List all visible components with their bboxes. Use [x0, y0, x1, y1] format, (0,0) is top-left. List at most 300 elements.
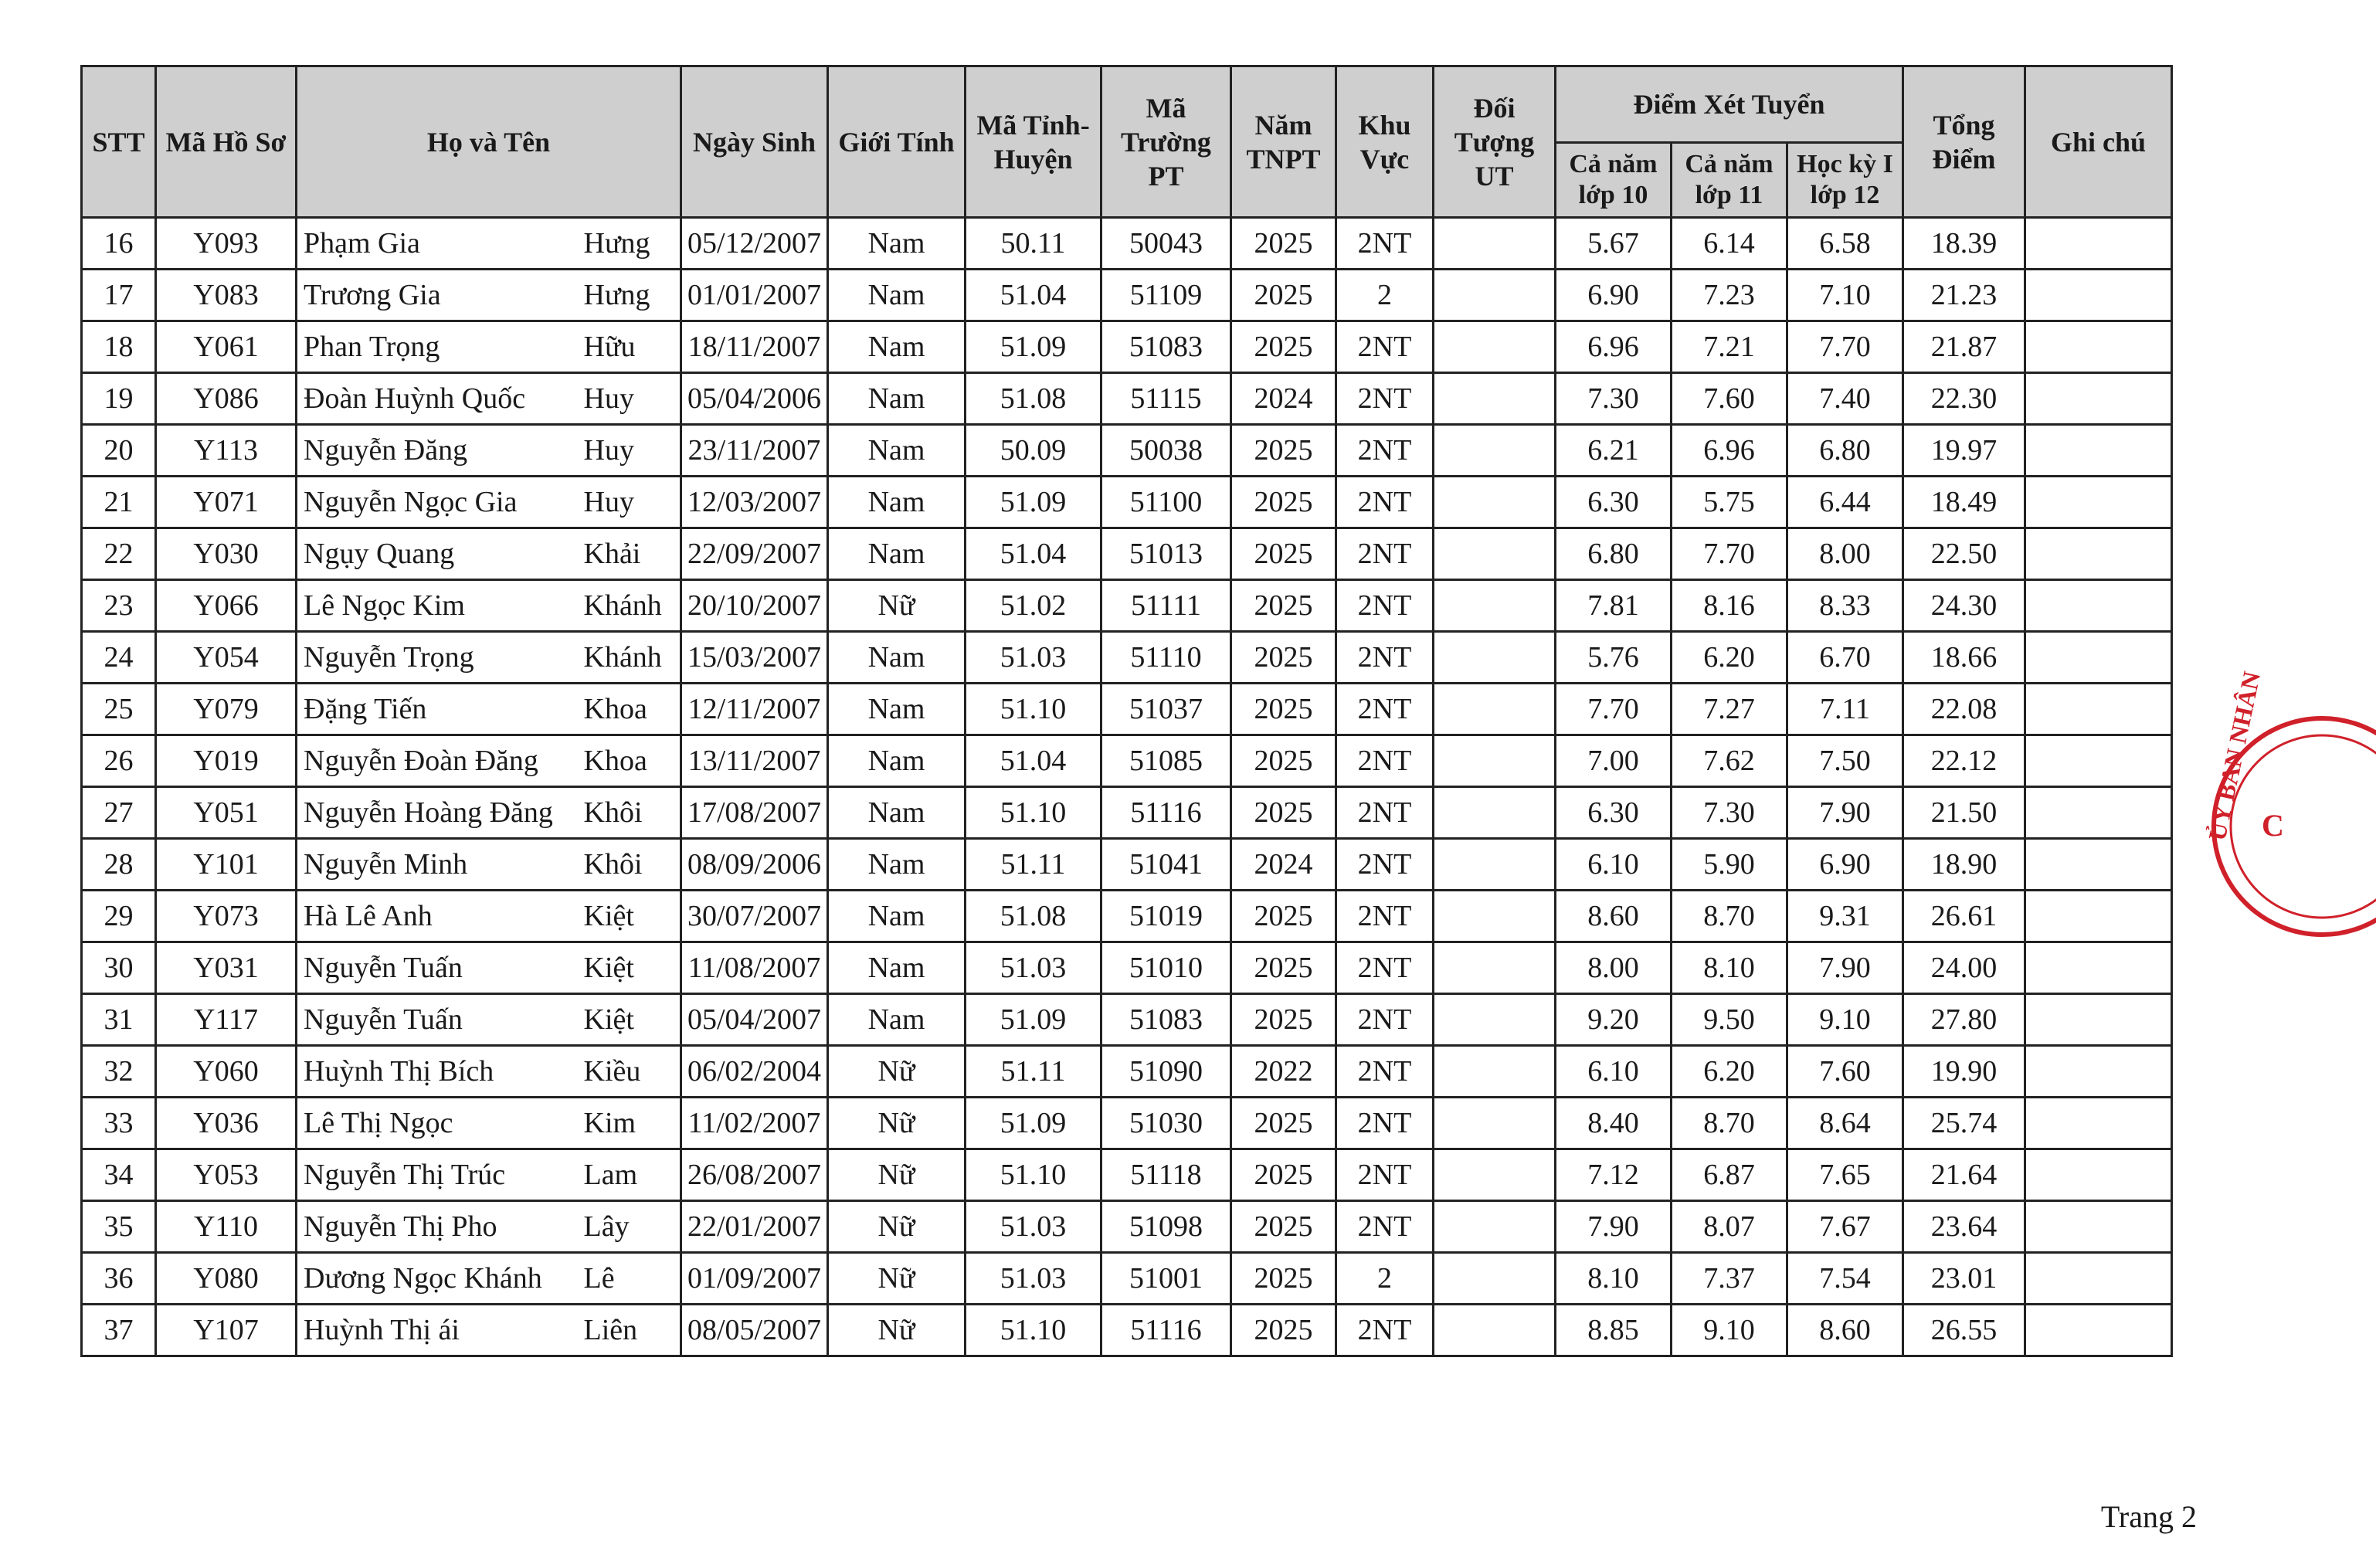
cell-ngay-sinh: 11/08/2007 [681, 942, 828, 994]
svg-text:C: C [2262, 808, 2284, 843]
cell-tong-diem: 22.12 [1903, 735, 2025, 787]
cell-ca-nam-lop-11: 5.75 [1672, 477, 1787, 528]
cell-ghi-chu [2025, 1098, 2172, 1149]
table-row [82, 270, 2172, 321]
cell-nam-tnpt: 2025 [1231, 632, 1336, 684]
cell-ma-truong-pt: 51110 [1101, 632, 1231, 684]
cell-ma-truong-pt: 51090 [1101, 1046, 1231, 1098]
cell-hoc-ky-1-lop-12: 7.40 [1787, 373, 1903, 425]
cell-ma-tinh-huyen: 50.11 [966, 218, 1101, 270]
cell-doi-tuong-ut [1434, 218, 1556, 270]
cell-stt: 26 [82, 735, 156, 787]
col-ho-va-ten: Họ và Tên [297, 66, 681, 218]
cell-nam-tnpt: 2025 [1231, 477, 1336, 528]
table-row [82, 632, 2172, 684]
cell-ngay-sinh: 05/12/2007 [681, 218, 828, 270]
cell-ghi-chu [2025, 1305, 2172, 1356]
cell-gioi-tinh: Nam [828, 373, 966, 425]
table-row [82, 1201, 2172, 1253]
cell-ca-nam-lop-10: 7.30 [1556, 373, 1672, 425]
cell-ho-dem: Lê Thị Ngọc [297, 1098, 582, 1149]
cell-doi-tuong-ut [1434, 1201, 1556, 1253]
cell-ngay-sinh: 22/01/2007 [681, 1201, 828, 1253]
cell-ca-nam-lop-10: 9.20 [1556, 994, 1672, 1046]
cell-stt: 20 [82, 425, 156, 477]
cell-ten: Kim [582, 1098, 681, 1149]
cell-stt: 27 [82, 787, 156, 839]
cell-ngay-sinh: 18/11/2007 [681, 321, 828, 373]
cell-doi-tuong-ut [1434, 321, 1556, 373]
cell-ma-tinh-huyen: 51.08 [966, 891, 1101, 942]
cell-khu-vuc: 2NT [1336, 1046, 1434, 1098]
cell-ten: Lam [582, 1149, 681, 1201]
cell-ma-truong-pt: 51109 [1101, 270, 1231, 321]
table-row [82, 787, 2172, 839]
cell-ma-tinh-huyen: 51.09 [966, 477, 1101, 528]
cell-stt: 23 [82, 580, 156, 632]
cell-tong-diem: 27.80 [1903, 994, 2025, 1046]
cell-nam-tnpt: 2024 [1231, 839, 1336, 891]
cell-ma-ho-so: Y071 [156, 477, 297, 528]
cell-ghi-chu [2025, 528, 2172, 580]
cell-nam-tnpt: 2025 [1231, 218, 1336, 270]
cell-ho-dem: Nguyễn Tuấn [297, 942, 582, 994]
cell-ghi-chu [2025, 632, 2172, 684]
cell-doi-tuong-ut [1434, 735, 1556, 787]
cell-hoc-ky-1-lop-12: 7.90 [1787, 787, 1903, 839]
col-khu-vuc: Khu Vực [1336, 66, 1434, 218]
cell-ma-truong-pt: 51041 [1101, 839, 1231, 891]
cell-ca-nam-lop-11: 9.10 [1672, 1305, 1787, 1356]
cell-hoc-ky-1-lop-12: 7.65 [1787, 1149, 1903, 1201]
cell-ma-ho-so: Y036 [156, 1098, 297, 1149]
cell-nam-tnpt: 2025 [1231, 1253, 1336, 1305]
cell-ca-nam-lop-10: 8.00 [1556, 942, 1672, 994]
cell-nam-tnpt: 2025 [1231, 528, 1336, 580]
cell-stt: 30 [82, 942, 156, 994]
cell-doi-tuong-ut [1434, 1149, 1556, 1201]
cell-tong-diem: 22.30 [1903, 373, 2025, 425]
table-row [82, 528, 2172, 580]
cell-tong-diem: 18.66 [1903, 632, 2025, 684]
cell-ngay-sinh: 12/11/2007 [681, 684, 828, 735]
cell-ghi-chu [2025, 787, 2172, 839]
cell-ngay-sinh: 06/02/2004 [681, 1046, 828, 1098]
cell-ma-ho-so: Y031 [156, 942, 297, 994]
cell-ma-tinh-huyen: 51.09 [966, 994, 1101, 1046]
cell-doi-tuong-ut [1434, 580, 1556, 632]
cell-ghi-chu [2025, 425, 2172, 477]
cell-hoc-ky-1-lop-12: 6.44 [1787, 477, 1903, 528]
cell-hoc-ky-1-lop-12: 9.31 [1787, 891, 1903, 942]
cell-ma-tinh-huyen: 51.04 [966, 735, 1101, 787]
cell-ca-nam-lop-11: 7.30 [1672, 787, 1787, 839]
cell-hoc-ky-1-lop-12: 6.90 [1787, 839, 1903, 891]
cell-doi-tuong-ut [1434, 787, 1556, 839]
cell-gioi-tinh: Nam [828, 735, 966, 787]
cell-ma-truong-pt: 51115 [1101, 373, 1231, 425]
cell-ca-nam-lop-10: 6.80 [1556, 528, 1672, 580]
cell-ma-truong-pt: 51085 [1101, 735, 1231, 787]
cell-ho-dem: Nguyễn Trọng [297, 632, 582, 684]
cell-ngay-sinh: 05/04/2006 [681, 373, 828, 425]
cell-khu-vuc: 2NT [1336, 839, 1434, 891]
cell-ten: Khánh [582, 580, 681, 632]
cell-doi-tuong-ut [1434, 994, 1556, 1046]
cell-doi-tuong-ut [1434, 477, 1556, 528]
cell-khu-vuc: 2NT [1336, 787, 1434, 839]
table-row [82, 580, 2172, 632]
cell-ho-dem: Nguyễn Ngọc Gia [297, 477, 582, 528]
cell-ten: Kiệt [582, 994, 681, 1046]
cell-ho-dem: Trương Gia [297, 270, 582, 321]
cell-gioi-tinh: Nam [828, 425, 966, 477]
col-doi-tuong-ut: Đối Tượng UT [1434, 66, 1556, 218]
cell-doi-tuong-ut [1434, 528, 1556, 580]
cell-ma-truong-pt: 51083 [1101, 994, 1231, 1046]
cell-doi-tuong-ut [1434, 1305, 1556, 1356]
table-body [82, 218, 2172, 1356]
col-ca-nam-lop-11: Cả năm lớp 11 [1672, 143, 1787, 218]
cell-khu-vuc: 2NT [1336, 1098, 1434, 1149]
cell-ca-nam-lop-11: 8.16 [1672, 580, 1787, 632]
cell-khu-vuc: 2NT [1336, 477, 1434, 528]
cell-ca-nam-lop-11: 9.50 [1672, 994, 1787, 1046]
cell-ma-truong-pt: 51098 [1101, 1201, 1231, 1253]
cell-ma-tinh-huyen: 51.03 [966, 942, 1101, 994]
cell-ma-truong-pt: 51010 [1101, 942, 1231, 994]
cell-ca-nam-lop-10: 5.76 [1556, 632, 1672, 684]
col-ma-truong-pt: Mã Trường PT [1101, 66, 1231, 218]
cell-ngay-sinh: 30/07/2007 [681, 891, 828, 942]
cell-ten: Khoa [582, 735, 681, 787]
cell-hoc-ky-1-lop-12: 8.60 [1787, 1305, 1903, 1356]
cell-tong-diem: 21.23 [1903, 270, 2025, 321]
cell-ho-dem: Phạm Gia [297, 218, 582, 270]
cell-gioi-tinh: Nam [828, 632, 966, 684]
cell-tong-diem: 23.64 [1903, 1201, 2025, 1253]
cell-nam-tnpt: 2025 [1231, 1098, 1336, 1149]
cell-khu-vuc: 2NT [1336, 684, 1434, 735]
cell-ho-dem: Lê Ngọc Kim [297, 580, 582, 632]
cell-ca-nam-lop-10: 8.40 [1556, 1098, 1672, 1149]
cell-ghi-chu [2025, 1253, 2172, 1305]
cell-khu-vuc: 2NT [1336, 580, 1434, 632]
cell-nam-tnpt: 2025 [1231, 891, 1336, 942]
cell-ca-nam-lop-10: 6.21 [1556, 425, 1672, 477]
cell-doi-tuong-ut [1434, 373, 1556, 425]
cell-ho-dem: Nguyễn Đoàn Đăng [297, 735, 582, 787]
cell-ngay-sinh: 01/01/2007 [681, 270, 828, 321]
cell-ho-dem: Nguyễn Hoàng Đăng [297, 787, 582, 839]
stamp-text: ỦY BAN NHÂN [2202, 669, 2266, 843]
cell-stt: 37 [82, 1305, 156, 1356]
cell-ca-nam-lop-10: 6.30 [1556, 477, 1672, 528]
cell-ma-ho-so: Y117 [156, 994, 297, 1046]
cell-ma-ho-so: Y051 [156, 787, 297, 839]
cell-ghi-chu [2025, 994, 2172, 1046]
cell-ho-dem: Huỳnh Thị ái [297, 1305, 582, 1356]
cell-ca-nam-lop-10: 8.85 [1556, 1305, 1672, 1356]
table-row [82, 321, 2172, 373]
cell-hoc-ky-1-lop-12: 9.10 [1787, 994, 1903, 1046]
cell-ma-tinh-huyen: 51.04 [966, 528, 1101, 580]
cell-khu-vuc: 2NT [1336, 321, 1434, 373]
cell-gioi-tinh: Nam [828, 839, 966, 891]
cell-ma-truong-pt: 51037 [1101, 684, 1231, 735]
cell-hoc-ky-1-lop-12: 8.00 [1787, 528, 1903, 580]
table-row [82, 1253, 2172, 1305]
cell-ngay-sinh: 13/11/2007 [681, 735, 828, 787]
cell-tong-diem: 21.64 [1903, 1149, 2025, 1201]
cell-stt: 32 [82, 1046, 156, 1098]
cell-hoc-ky-1-lop-12: 6.80 [1787, 425, 1903, 477]
cell-ghi-chu [2025, 1201, 2172, 1253]
col-ma-tinh-huyen: Mã Tỉnh-Huyện [966, 66, 1101, 218]
cell-ca-nam-lop-10: 7.90 [1556, 1201, 1672, 1253]
cell-ma-ho-so: Y073 [156, 891, 297, 942]
cell-stt: 28 [82, 839, 156, 891]
cell-ma-ho-so: Y060 [156, 1046, 297, 1098]
cell-ma-ho-so: Y110 [156, 1201, 297, 1253]
cell-ca-nam-lop-10: 7.70 [1556, 684, 1672, 735]
cell-hoc-ky-1-lop-12: 7.90 [1787, 942, 1903, 994]
cell-ten: Kiệt [582, 942, 681, 994]
cell-ma-ho-so: Y107 [156, 1305, 297, 1356]
col-ma-ho-so: Mã Hồ Sơ [156, 66, 297, 218]
cell-ma-ho-so: Y030 [156, 528, 297, 580]
cell-ca-nam-lop-11: 7.60 [1672, 373, 1787, 425]
table-row [82, 1305, 2172, 1356]
cell-ghi-chu [2025, 891, 2172, 942]
cell-ma-tinh-huyen: 51.10 [966, 787, 1101, 839]
cell-stt: 22 [82, 528, 156, 580]
cell-hoc-ky-1-lop-12: 7.10 [1787, 270, 1903, 321]
cell-ten: Khôi [582, 787, 681, 839]
cell-hoc-ky-1-lop-12: 7.11 [1787, 684, 1903, 735]
cell-ten: Hưng [582, 218, 681, 270]
cell-ma-tinh-huyen: 50.09 [966, 425, 1101, 477]
cell-ma-ho-so: Y113 [156, 425, 297, 477]
cell-ca-nam-lop-10: 6.90 [1556, 270, 1672, 321]
table-row [82, 891, 2172, 942]
cell-ma-tinh-huyen: 51.09 [966, 1098, 1101, 1149]
cell-ma-tinh-huyen: 51.08 [966, 373, 1101, 425]
cell-hoc-ky-1-lop-12: 6.58 [1787, 218, 1903, 270]
cell-stt: 16 [82, 218, 156, 270]
cell-ma-ho-so: Y093 [156, 218, 297, 270]
cell-ghi-chu [2025, 684, 2172, 735]
cell-ngay-sinh: 22/09/2007 [681, 528, 828, 580]
cell-gioi-tinh: Nam [828, 218, 966, 270]
cell-hoc-ky-1-lop-12: 7.60 [1787, 1046, 1903, 1098]
cell-ghi-chu [2025, 735, 2172, 787]
cell-ten: Lây [582, 1201, 681, 1253]
table-row [82, 218, 2172, 270]
cell-ma-tinh-huyen: 51.11 [966, 839, 1101, 891]
cell-tong-diem: 24.00 [1903, 942, 2025, 994]
cell-gioi-tinh: Nam [828, 787, 966, 839]
cell-stt: 33 [82, 1098, 156, 1149]
cell-ca-nam-lop-11: 6.20 [1672, 1046, 1787, 1098]
page-number: Trang 2 [2100, 1499, 2197, 1534]
col-gioi-tinh: Giới Tính [828, 66, 966, 218]
cell-ngay-sinh: 15/03/2007 [681, 632, 828, 684]
cell-ho-dem: Nguyễn Thị Trúc [297, 1149, 582, 1201]
cell-ngay-sinh: 17/08/2007 [681, 787, 828, 839]
cell-ho-dem: Phan Trọng [297, 321, 582, 373]
cell-nam-tnpt: 2025 [1231, 580, 1336, 632]
cell-hoc-ky-1-lop-12: 8.64 [1787, 1098, 1903, 1149]
cell-ma-ho-so: Y101 [156, 839, 297, 891]
cell-ma-ho-so: Y061 [156, 321, 297, 373]
cell-ghi-chu [2025, 1046, 2172, 1098]
cell-ca-nam-lop-11: 8.70 [1672, 891, 1787, 942]
cell-ma-tinh-huyen: 51.03 [966, 1253, 1101, 1305]
cell-gioi-tinh: Nữ [828, 1046, 966, 1098]
cell-gioi-tinh: Nam [828, 942, 966, 994]
cell-ma-ho-so: Y079 [156, 684, 297, 735]
col-ca-nam-lop-10: Cả năm lớp 10 [1556, 143, 1672, 218]
cell-ngay-sinh: 20/10/2007 [681, 580, 828, 632]
table-row [82, 1098, 2172, 1149]
cell-ten: Khôi [582, 839, 681, 891]
cell-ten: Khải [582, 528, 681, 580]
cell-tong-diem: 22.50 [1903, 528, 2025, 580]
cell-ten: Huy [582, 373, 681, 425]
cell-ma-tinh-huyen: 51.10 [966, 1305, 1101, 1356]
cell-ca-nam-lop-10: 6.10 [1556, 1046, 1672, 1098]
cell-gioi-tinh: Nữ [828, 1201, 966, 1253]
cell-ngay-sinh: 05/04/2007 [681, 994, 828, 1046]
cell-ten: Khánh [582, 632, 681, 684]
table-row [82, 1149, 2172, 1201]
cell-nam-tnpt: 2025 [1231, 1149, 1336, 1201]
cell-ma-ho-so: Y083 [156, 270, 297, 321]
cell-gioi-tinh: Nữ [828, 1098, 966, 1149]
cell-ma-truong-pt: 51013 [1101, 528, 1231, 580]
cell-khu-vuc: 2NT [1336, 942, 1434, 994]
cell-doi-tuong-ut [1434, 632, 1556, 684]
cell-tong-diem: 26.61 [1903, 891, 2025, 942]
cell-ma-truong-pt: 51118 [1101, 1149, 1231, 1201]
cell-ma-truong-pt: 50038 [1101, 425, 1231, 477]
cell-ho-dem: Huỳnh Thị Bích [297, 1046, 582, 1098]
cell-khu-vuc: 2NT [1336, 891, 1434, 942]
cell-nam-tnpt: 2025 [1231, 684, 1336, 735]
admission-score-table [80, 65, 2173, 1357]
cell-ho-dem: Nguyễn Đăng [297, 425, 582, 477]
cell-ma-truong-pt: 51030 [1101, 1098, 1231, 1149]
col-hoc-ky-1-lop-12: Học kỳ I lớp 12 [1787, 143, 1903, 218]
cell-tong-diem: 18.90 [1903, 839, 2025, 891]
cell-ma-truong-pt: 51111 [1101, 580, 1231, 632]
cell-tong-diem: 18.49 [1903, 477, 2025, 528]
cell-ghi-chu [2025, 218, 2172, 270]
cell-ca-nam-lop-10: 5.67 [1556, 218, 1672, 270]
cell-doi-tuong-ut [1434, 942, 1556, 994]
cell-ma-tinh-huyen: 51.09 [966, 321, 1101, 373]
cell-hoc-ky-1-lop-12: 7.54 [1787, 1253, 1903, 1305]
cell-ma-ho-so: Y086 [156, 373, 297, 425]
cell-ca-nam-lop-11: 6.14 [1672, 218, 1787, 270]
cell-ca-nam-lop-11: 7.37 [1672, 1253, 1787, 1305]
cell-stt: 31 [82, 994, 156, 1046]
cell-tong-diem: 21.50 [1903, 787, 2025, 839]
col-tong-diem: Tổng Điểm [1903, 66, 2025, 218]
cell-ho-dem: Đoàn Huỳnh Quốc [297, 373, 582, 425]
cell-gioi-tinh: Nam [828, 477, 966, 528]
cell-ghi-chu [2025, 477, 2172, 528]
cell-doi-tuong-ut [1434, 684, 1556, 735]
cell-ma-ho-so: Y066 [156, 580, 297, 632]
cell-ten: Kiệt [582, 891, 681, 942]
cell-stt: 19 [82, 373, 156, 425]
cell-nam-tnpt: 2022 [1231, 1046, 1336, 1098]
cell-ngay-sinh: 11/02/2007 [681, 1098, 828, 1149]
cell-stt: 25 [82, 684, 156, 735]
cell-ho-dem: Nguyễn Tuấn [297, 994, 582, 1046]
cell-nam-tnpt: 2024 [1231, 373, 1336, 425]
cell-gioi-tinh: Nữ [828, 580, 966, 632]
cell-ma-truong-pt: 51100 [1101, 477, 1231, 528]
red-stamp-seal [2191, 669, 2376, 942]
cell-tong-diem: 19.97 [1903, 425, 2025, 477]
cell-doi-tuong-ut [1434, 1253, 1556, 1305]
cell-ghi-chu [2025, 373, 2172, 425]
cell-ho-dem: Đặng Tiến [297, 684, 582, 735]
col-diem-xet-tuyen: Điểm Xét Tuyển [1556, 66, 1903, 143]
cell-gioi-tinh: Nam [828, 321, 966, 373]
cell-ghi-chu [2025, 1149, 2172, 1201]
cell-ca-nam-lop-10: 8.10 [1556, 1253, 1672, 1305]
cell-ma-truong-pt: 51116 [1101, 1305, 1231, 1356]
cell-khu-vuc: 2NT [1336, 218, 1434, 270]
col-ghi-chu: Ghi chú [2025, 66, 2172, 218]
cell-ca-nam-lop-10: 7.81 [1556, 580, 1672, 632]
cell-stt: 21 [82, 477, 156, 528]
cell-tong-diem: 23.01 [1903, 1253, 2025, 1305]
cell-ca-nam-lop-11: 7.70 [1672, 528, 1787, 580]
cell-khu-vuc: 2NT [1336, 373, 1434, 425]
cell-tong-diem: 21.87 [1903, 321, 2025, 373]
cell-ten: Liên [582, 1305, 681, 1356]
cell-khu-vuc: 2NT [1336, 1201, 1434, 1253]
cell-ca-nam-lop-11: 5.90 [1672, 839, 1787, 891]
cell-khu-vuc: 2NT [1336, 994, 1434, 1046]
cell-doi-tuong-ut [1434, 891, 1556, 942]
cell-ngay-sinh: 26/08/2007 [681, 1149, 828, 1201]
cell-gioi-tinh: Nữ [828, 1305, 966, 1356]
cell-ca-nam-lop-11: 7.21 [1672, 321, 1787, 373]
cell-ca-nam-lop-10: 7.12 [1556, 1149, 1672, 1201]
cell-ngay-sinh: 23/11/2007 [681, 425, 828, 477]
cell-hoc-ky-1-lop-12: 7.70 [1787, 321, 1903, 373]
cell-ca-nam-lop-10: 7.00 [1556, 735, 1672, 787]
cell-stt: 18 [82, 321, 156, 373]
cell-ngay-sinh: 08/05/2007 [681, 1305, 828, 1356]
cell-ca-nam-lop-10: 8.60 [1556, 891, 1672, 942]
cell-nam-tnpt: 2025 [1231, 1201, 1336, 1253]
cell-doi-tuong-ut [1434, 425, 1556, 477]
cell-ca-nam-lop-11: 7.62 [1672, 735, 1787, 787]
cell-ca-nam-lop-11: 6.87 [1672, 1149, 1787, 1201]
cell-khu-vuc: 2NT [1336, 1305, 1434, 1356]
cell-ten: Khoa [582, 684, 681, 735]
cell-ghi-chu [2025, 942, 2172, 994]
cell-khu-vuc: 2NT [1336, 632, 1434, 684]
table-row [82, 735, 2172, 787]
